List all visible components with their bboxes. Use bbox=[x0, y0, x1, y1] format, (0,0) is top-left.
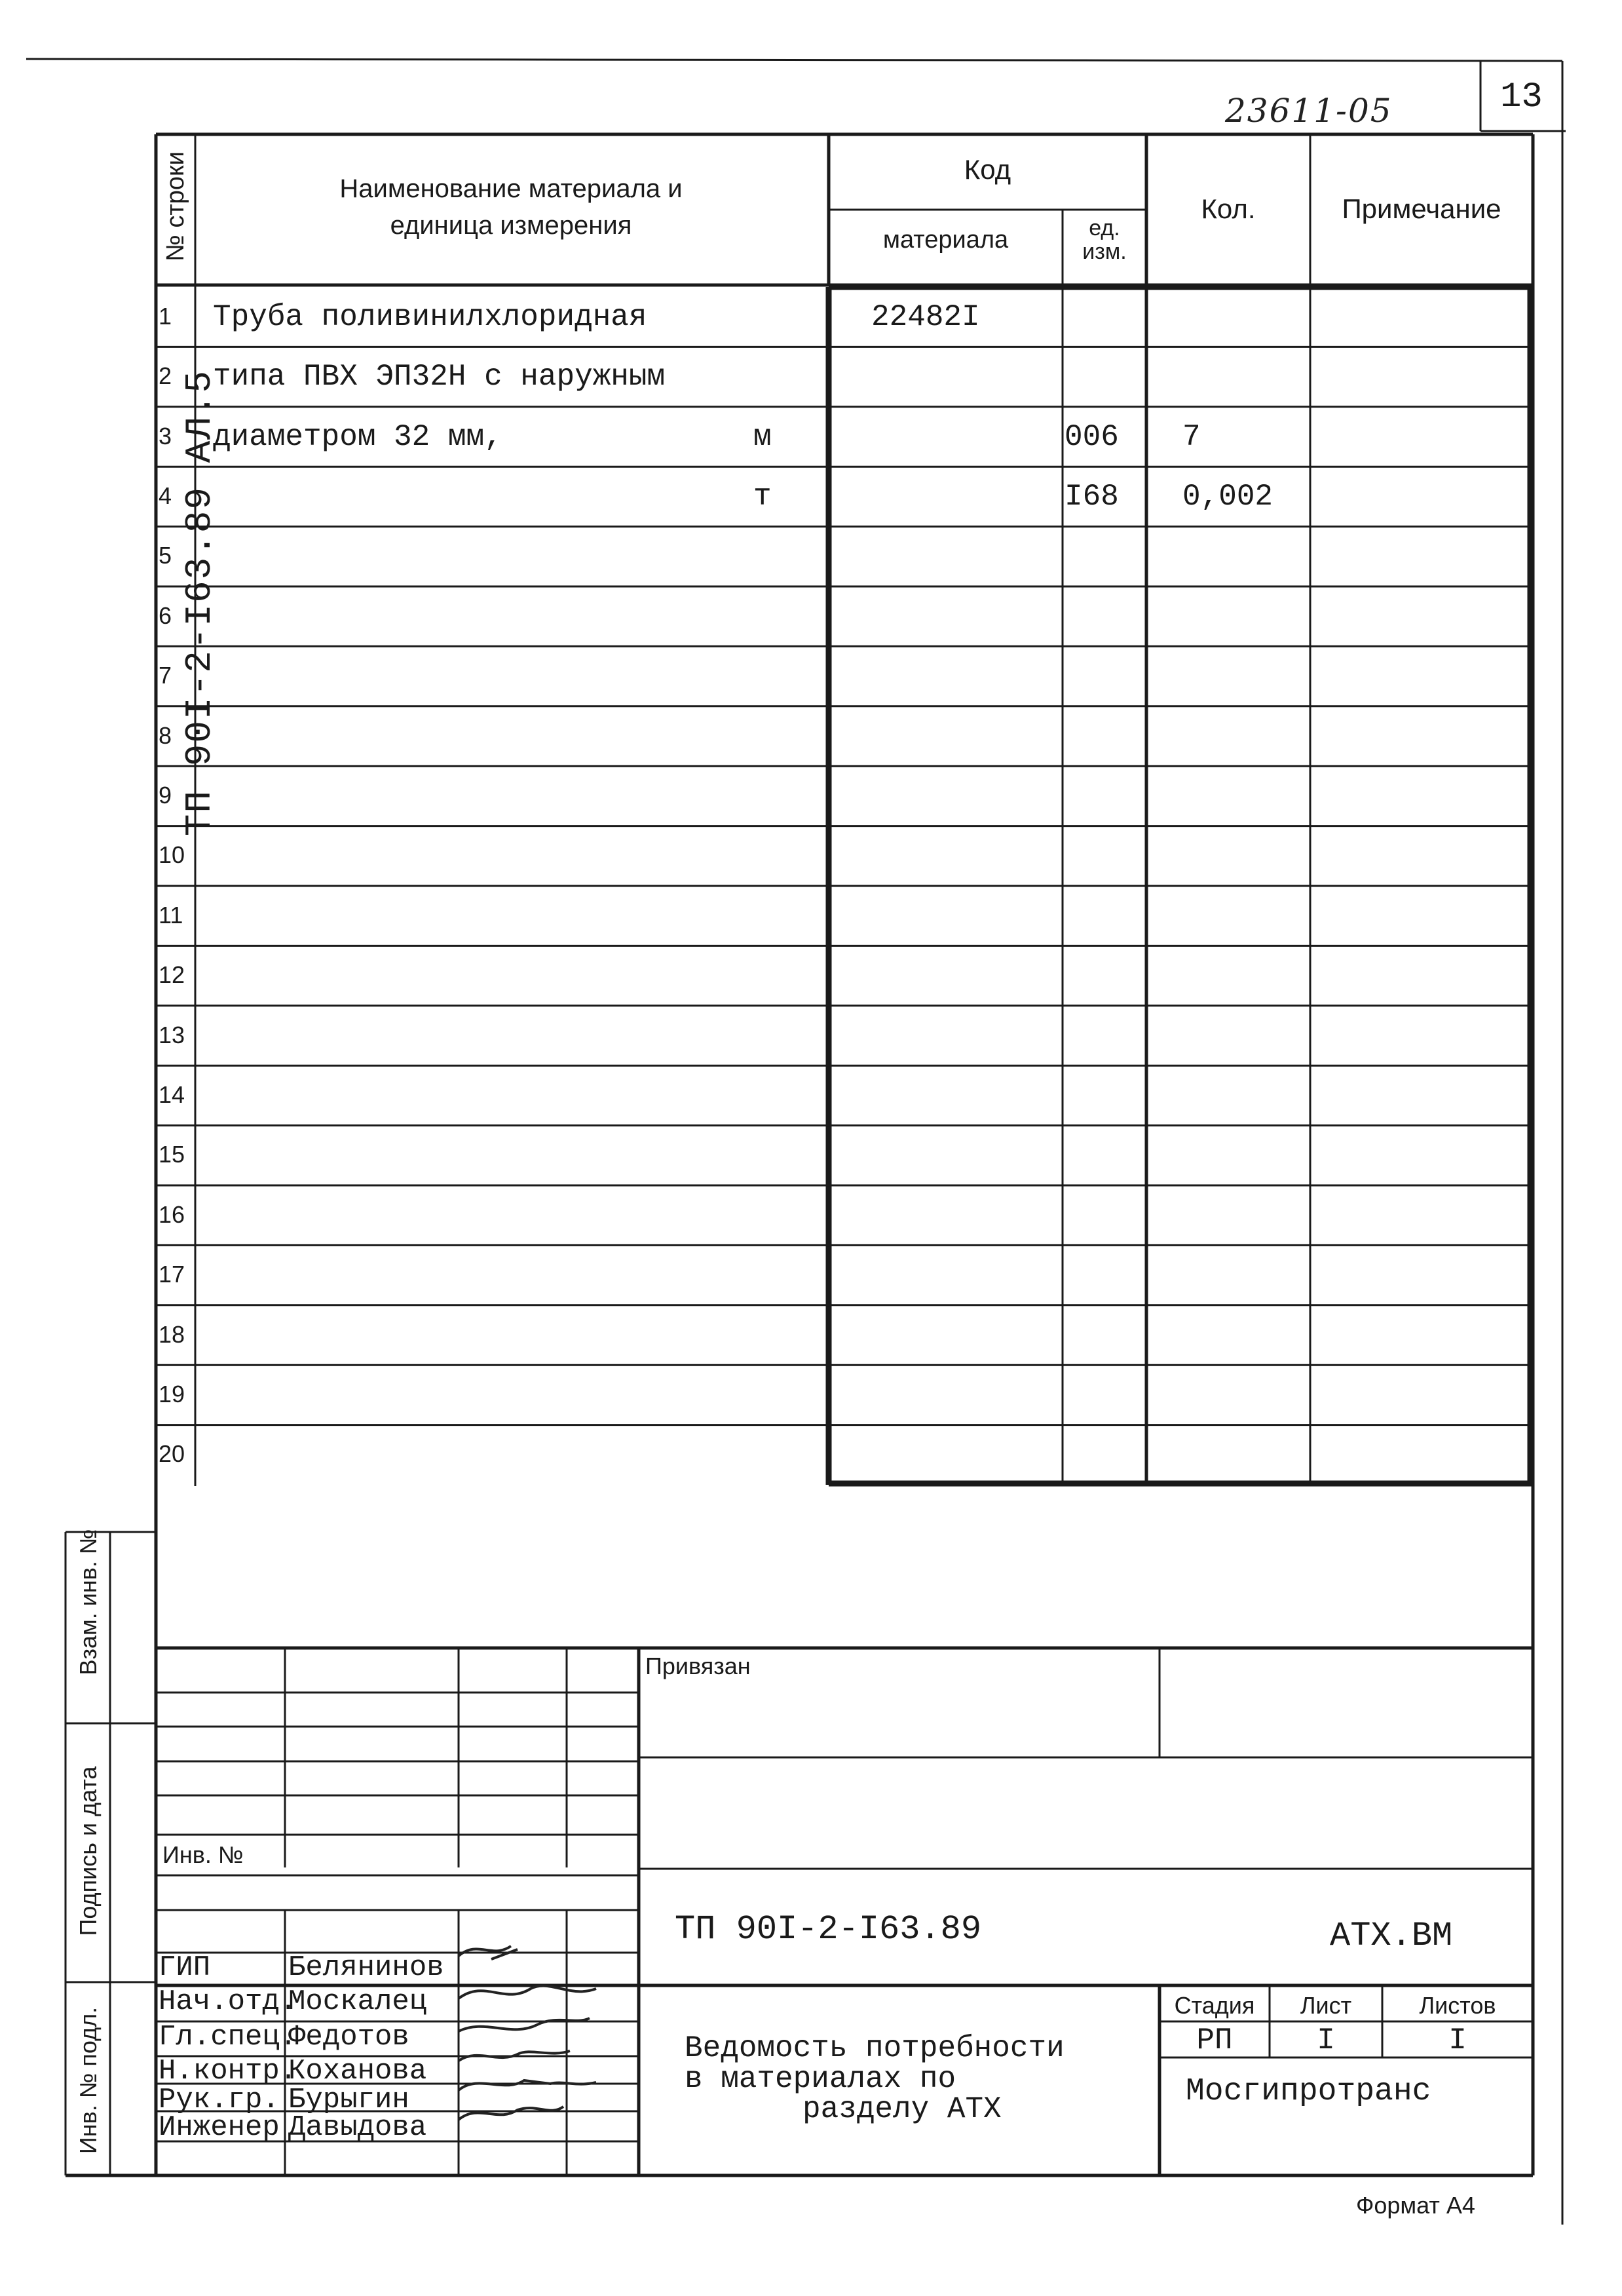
row-number: 8 bbox=[159, 721, 172, 749]
row-unit-code: I68 bbox=[1065, 479, 1119, 514]
signer-role: Гл.спец. bbox=[159, 2021, 297, 2054]
stage-label: Стадия bbox=[1174, 1992, 1255, 2019]
header-code: Код bbox=[964, 154, 1011, 185]
row-unit-code: 006 bbox=[1065, 419, 1119, 454]
header-name: Наименование материала и единица измерения bbox=[339, 174, 683, 240]
signer-name: Бурыгин bbox=[288, 2084, 409, 2116]
header-row-number: № строки bbox=[162, 151, 189, 261]
row-number: 4 bbox=[159, 482, 172, 509]
row-number: 19 bbox=[159, 1380, 185, 1407]
privyazan-label: Привязан bbox=[645, 1653, 751, 1679]
sheet-corner-number: 13 bbox=[1500, 77, 1543, 117]
header-material: материала bbox=[882, 226, 1009, 254]
row-number: 14 bbox=[159, 1081, 185, 1108]
signer-name: Белянинов bbox=[288, 1951, 444, 1984]
header-note: Примечание bbox=[1342, 193, 1501, 224]
sheet-label: Лист bbox=[1300, 1992, 1352, 2019]
inv-no-label: Инв. № bbox=[162, 1841, 244, 1868]
row-unit-word: м bbox=[753, 419, 772, 454]
row-unit-word: т bbox=[753, 479, 772, 514]
row-quantity: 0,002 bbox=[1182, 479, 1273, 514]
doc-number-handwritten: 23611-05 bbox=[1225, 92, 1393, 130]
stamp-inv-podl: Инв. № подл. bbox=[75, 2006, 102, 2154]
row-number: 18 bbox=[159, 1320, 185, 1348]
row-name: типа ПВХ ЭП32Н с наружным bbox=[213, 360, 666, 394]
row-number: 16 bbox=[159, 1200, 185, 1228]
signatures bbox=[452, 1926, 649, 2143]
row-number: 10 bbox=[159, 841, 185, 869]
row-number: 9 bbox=[159, 781, 172, 809]
left-margin-code: ТП 90I-2-I63.89 АЛ.5 bbox=[179, 369, 221, 837]
organization-name: Мосгипротранс bbox=[1186, 2074, 1431, 2109]
sheet-value: I bbox=[1317, 2023, 1335, 2057]
signer-role: Инженер bbox=[159, 2111, 280, 2144]
doc-title-line-2: в материалах по bbox=[685, 2062, 956, 2096]
row-number: 5 bbox=[159, 542, 172, 569]
format-label: Формат А4 bbox=[1356, 2192, 1475, 2219]
header-unit: ед. изм. bbox=[1082, 216, 1127, 264]
header-qty: Кол. bbox=[1201, 193, 1256, 224]
signer-role: Н.контр. bbox=[159, 2055, 297, 2088]
signer-role: Нач.отд. bbox=[159, 1985, 297, 2018]
doc-mark: АТХ.ВМ bbox=[1330, 1917, 1453, 1955]
row-name: диаметром 32 мм, bbox=[213, 419, 502, 454]
sheets-label: Листов bbox=[1419, 1992, 1496, 2019]
signer-name: Москалец bbox=[288, 1985, 427, 2018]
row-quantity: 7 bbox=[1182, 419, 1201, 454]
row-number: 15 bbox=[159, 1141, 185, 1168]
signer-role: Рук.гр. bbox=[159, 2084, 280, 2116]
row-number: 2 bbox=[159, 362, 172, 390]
row-number: 17 bbox=[159, 1261, 185, 1288]
row-number: 7 bbox=[159, 662, 172, 689]
row-number: 11 bbox=[159, 901, 183, 928]
row-number: 3 bbox=[159, 422, 172, 450]
stamp-vzam-inv: Взам. инв. № bbox=[75, 1529, 102, 1675]
signer-name: Коханова bbox=[288, 2055, 427, 2088]
sheets-value: I bbox=[1448, 2023, 1467, 2057]
stage-value: РП bbox=[1196, 2023, 1233, 2057]
row-name: Труба поливинилхлоридная bbox=[213, 299, 647, 334]
row-number: 6 bbox=[159, 602, 172, 629]
stamp-podpis-data: Подпись и дата bbox=[75, 1766, 102, 1936]
row-number: 20 bbox=[159, 1440, 185, 1468]
doc-code: ТП 90I-2-I63.89 bbox=[675, 1910, 982, 1949]
signer-name: Давыдова bbox=[288, 2111, 427, 2144]
doc-title-line-1: Ведомость потребности bbox=[685, 2031, 1065, 2065]
row-number: 1 bbox=[159, 302, 172, 330]
row-number: 12 bbox=[159, 961, 185, 989]
signer-name: Федотов bbox=[288, 2021, 409, 2054]
doc-title-line-3: разделу АТХ bbox=[802, 2092, 1002, 2126]
row-material-code: 22482I bbox=[871, 299, 980, 334]
signer-role: ГИП bbox=[159, 1951, 211, 1984]
row-number: 13 bbox=[159, 1021, 185, 1048]
